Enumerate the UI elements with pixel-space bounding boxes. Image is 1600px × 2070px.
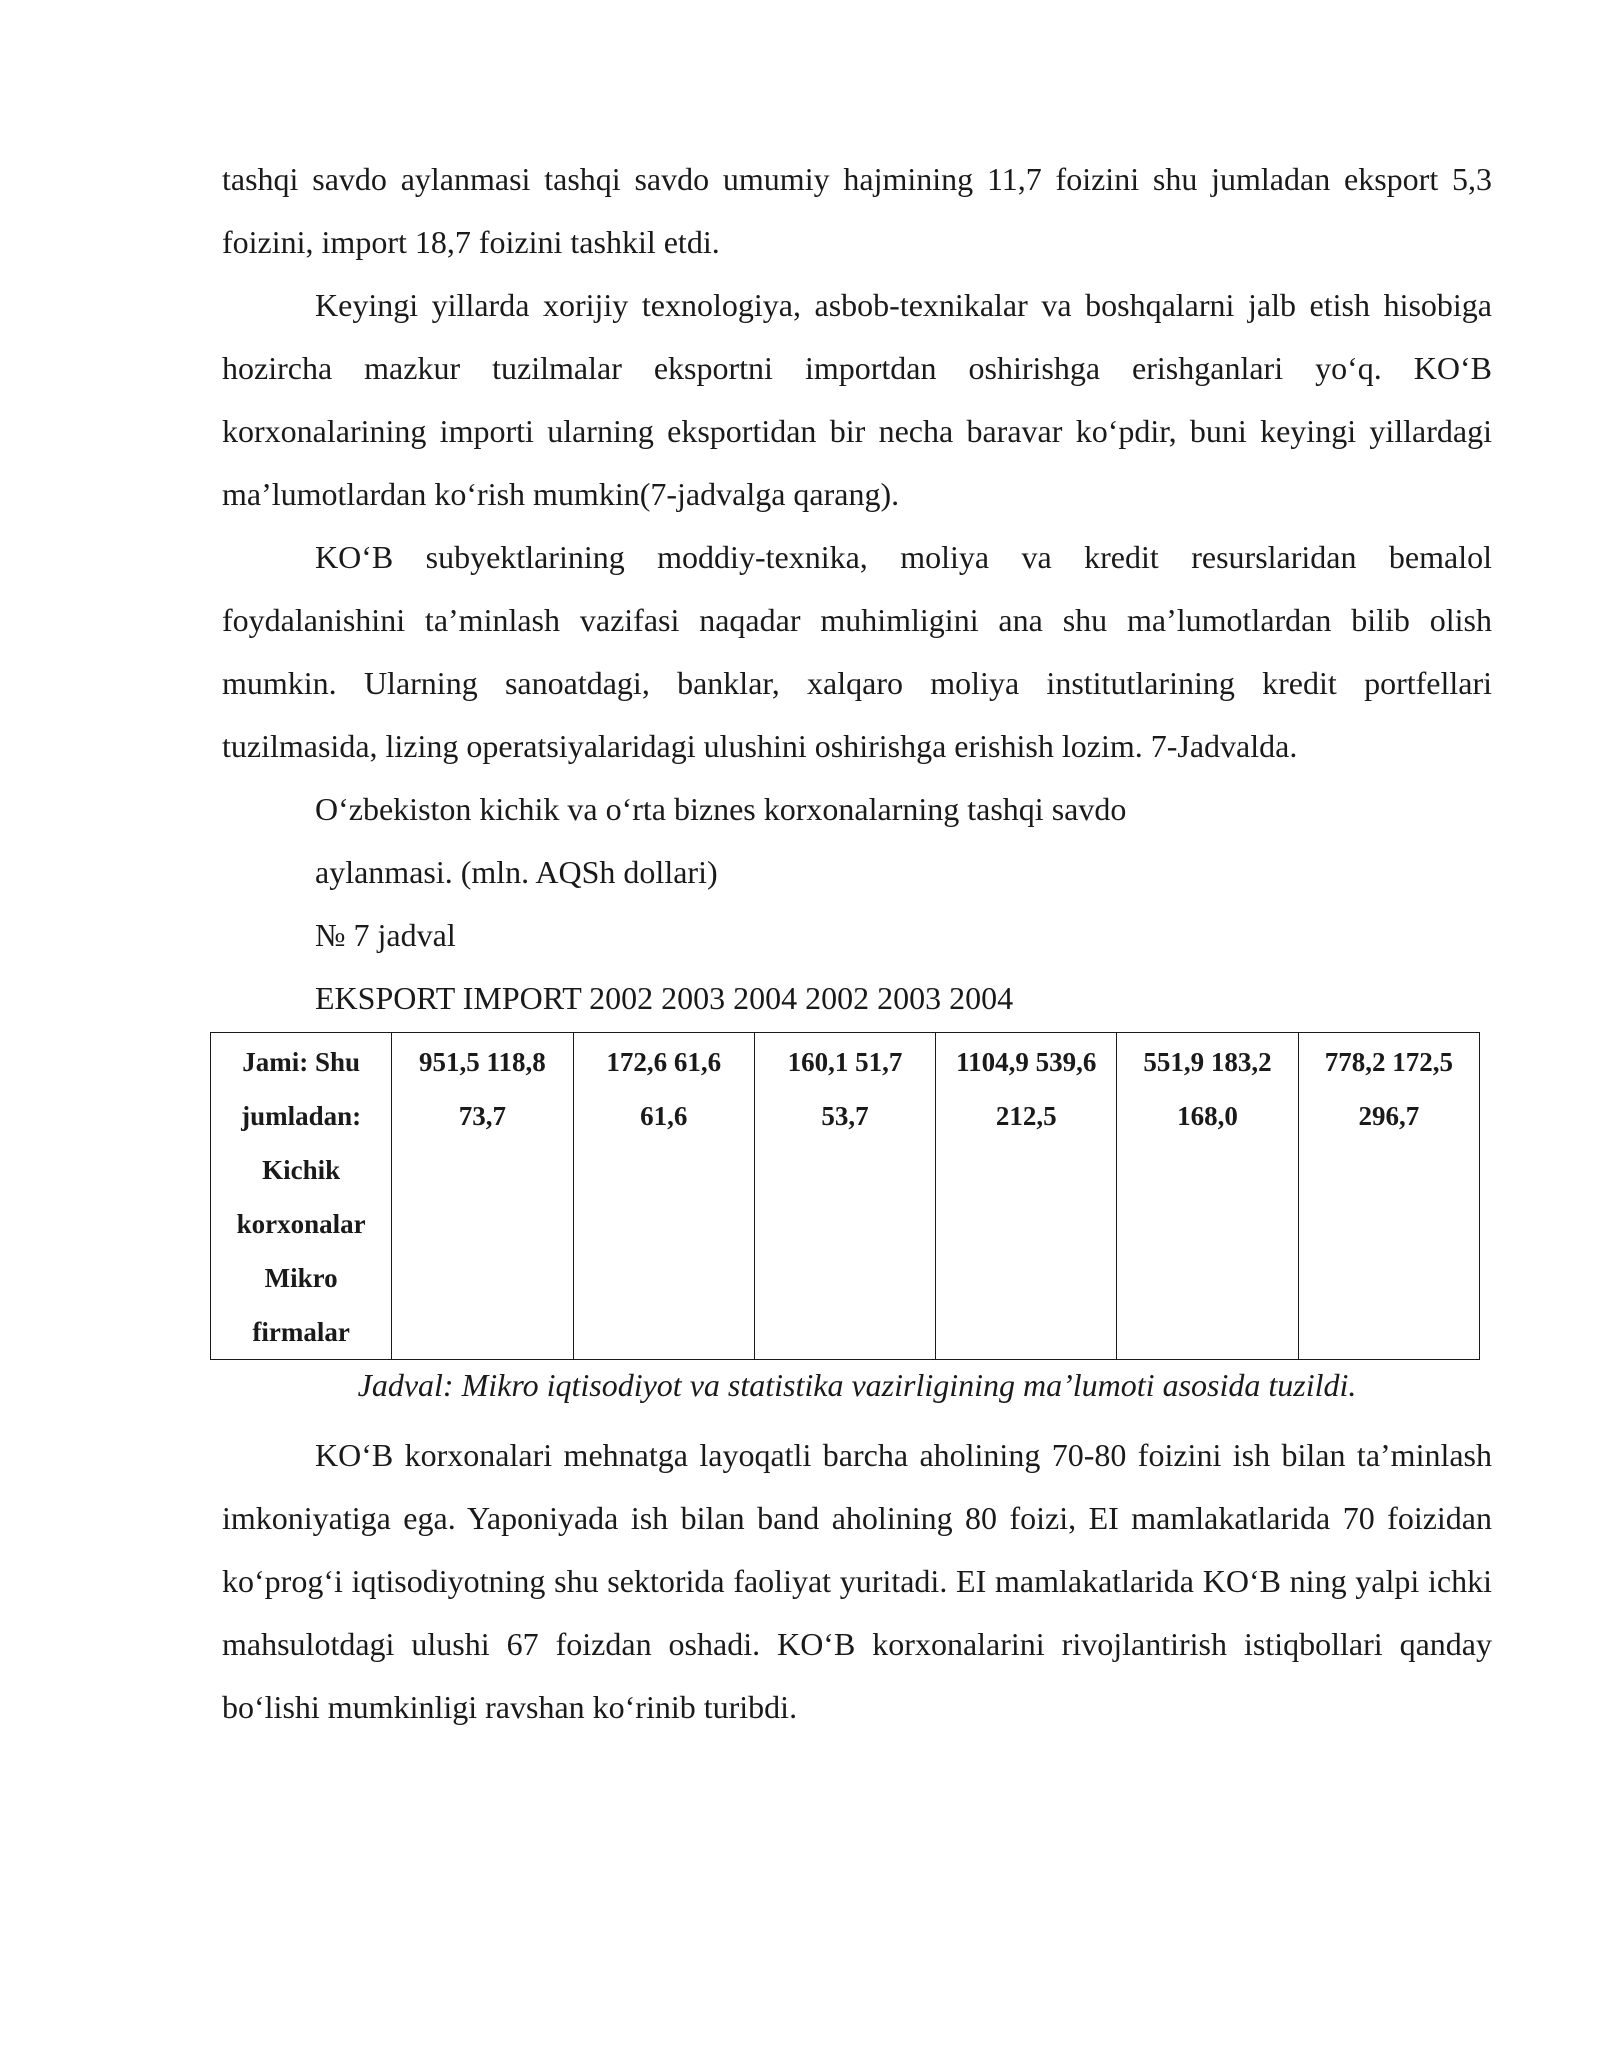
table-cell: 551,9 183,2 168,0: [1117, 1033, 1298, 1360]
table-cell-label: Jami: Shu jumladan: Kichik korxonalar Mikro firmalar: [211, 1033, 392, 1360]
table-caption-line-1: O‘zbekiston kichik va o‘rta biznes korxonalarning tashqi savdo: [315, 791, 1127, 827]
table-source-note: Jadval: Mikro iqtisodiyot va statistika vazirligining ma’lumoti asosida tuzildi.: [357, 1367, 1357, 1403]
table-cell: 778,2 172,5 296,7: [1298, 1033, 1479, 1360]
table-cell: 160,1 51,7 53,7: [754, 1033, 935, 1360]
table-header-line: EKSPORT IMPORT 2002 2003 2004 2002 2003 2004: [315, 980, 1014, 1016]
table-number: № 7 jadval: [315, 917, 456, 953]
table-cell: 172,6 61,6 61,6: [573, 1033, 754, 1360]
paragraph-2: Keyingi yillarda xorijiy texnologiya, asbob-texnikalar va boshqalarni jalb etish hisobiga hozircha mazkur tuzilmalar eksportni importdan oshirishga erishganlari yo‘q. KO‘B korxonalarining importi ularning eksportidan bir necha baravar ko‘pdir, buni keyingi yillardagi ma’lumotlardan ko‘rish mumkin(7-jadvalga qarang).: [222, 287, 1492, 512]
document-page: [222, 148, 1492, 1739]
table-row: [211, 1033, 1480, 1360]
trade-table: [210, 1032, 1480, 1360]
table-caption-line-2: aylanmasi. (mln. AQSh dollari): [315, 854, 718, 890]
paragraph-1: tashqi savdo aylanmasi tashqi savdo umumiy hajmining 11,7 foizini shu jumladan eksport 5,3 foizini, import 18,7 foizini tashkil etdi.: [222, 161, 1492, 260]
paragraph-4: KO‘B korxonalari mehnatga layoqatli barcha aholining 70-80 foizini ish bilan ta’minlash imkoniyatiga ega. Yaponiyada ish bilan band aholining 80 foizi, EI mamlakatlarida 70 foizidan ko‘prog‘i iqtisodiyotning shu sektorida faoliyat yuritadi. EI mamlakatlarida KO‘B ning yalpi ichki mahsulotdagi ulushi 67 foizdan oshadi. KO‘B korxonalarini rivojlantirish istiqbollari qanday bo‘lishi mumkinligi ravshan ko‘rinib turibdi.: [222, 1437, 1492, 1725]
paragraph-3: KO‘B subyektlarining moddiy-texnika, moliya va kredit resurslaridan bemalol foydalanishini ta’minlash vazifasi naqadar muhimligini ana shu ma’lumotlardan bilib olish mumkin. Ularning sanoatdagi, banklar, xalqaro moliya institutlarining kredit portfellari tuzilmasida, lizing operatsiyalaridagi ulushini oshirishga erishish lozim. 7-Jadvalda.: [222, 539, 1492, 764]
table-cell: 951,5 118,8 73,7: [392, 1033, 573, 1360]
table-cell: 1104,9 539,6 212,5: [936, 1033, 1117, 1360]
